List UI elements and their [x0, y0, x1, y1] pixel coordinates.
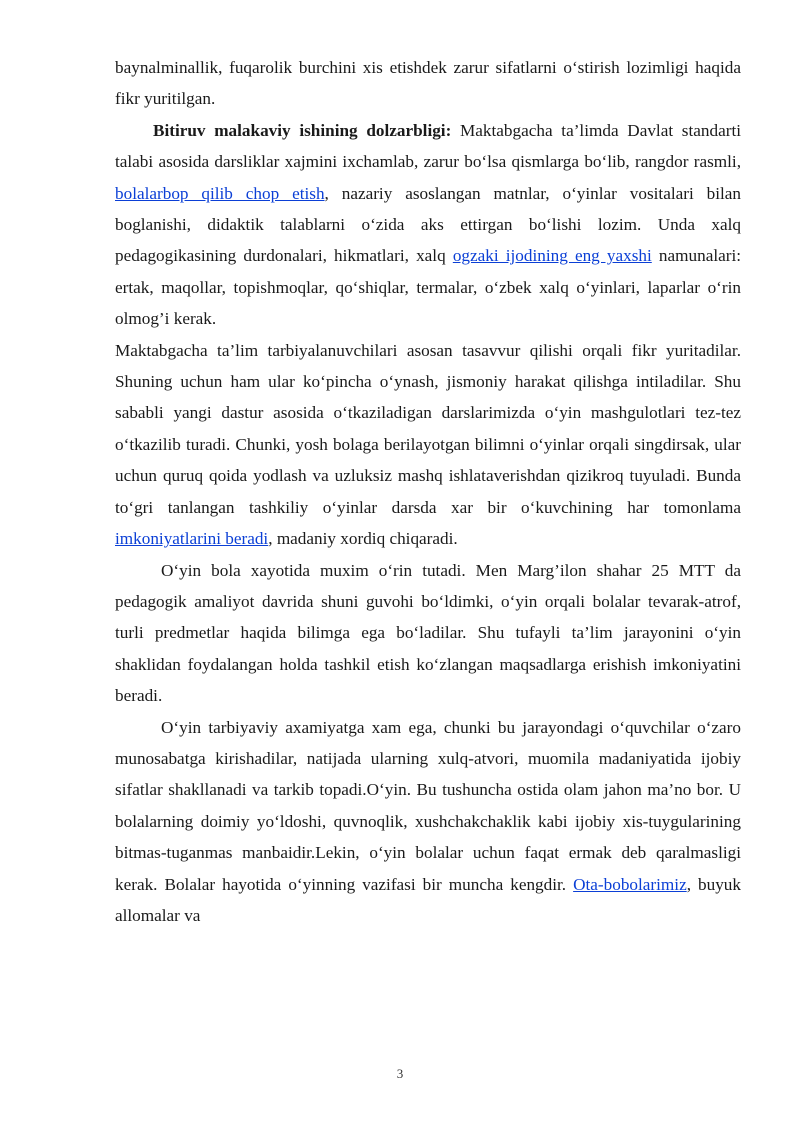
- paragraph-3: [115, 335, 741, 555]
- link-bolalarbop[interactable]: bolalarbop qilib chop etish: [115, 183, 325, 203]
- section-heading: Bitiruv malakaviy ishining dolzarbligi:: [153, 120, 452, 140]
- link-imkoniyatlarini[interactable]: imkoniyatlarini beradi: [115, 529, 269, 549]
- paragraph-5-text-b: , buyuk allomalar va: [115, 874, 741, 925]
- paragraph-1: [115, 52, 741, 115]
- link-ogzaki-ijod[interactable]: ogzaki ijodining eng yaxshi: [452, 246, 652, 266]
- paragraph-3-text-b: , madaniy xordiq chiqaradi.: [268, 529, 458, 549]
- paragraph-2-text-c: namunalari: ertak, maqollar, topishmoqlar, qo‘shiqlar, termalar, o‘zbek xalq o‘yinlari, laparlar o‘rin olmog’i kerak.: [115, 246, 741, 329]
- paragraph-5: [115, 712, 741, 932]
- paragraph-2-text-b: , nazariy asoslangan matnlar, o‘yinlar vositalari bilan boglanishi, didaktik talablarni o‘zida aks ettirgan bo‘lishi lozim. Unda xalq pedagogikasining durdonalari, hikmatlari, xalq: [115, 183, 741, 266]
- paragraph-1-text: baynalminallik, fuqarolik burchini xis etishdek zarur sifatlarni o‘stirish lozimligi haqida fikr yuritilgan.: [115, 58, 741, 109]
- page-number: 3: [396, 1066, 404, 1081]
- body-text: [115, 52, 741, 931]
- paragraph-2: [115, 115, 741, 335]
- paragraph-2-text-a: Maktabgacha ta’limda Davlat standarti talabi asosida darsliklar xajmini ixchamlab, zarur bo‘lsa qismlarga bo‘lib, rangdor rasmli,: [115, 120, 741, 172]
- paragraph-4: [115, 555, 741, 712]
- paragraph-4-text: O‘yin bola xayotida muxim o‘rin tutadi. Men Marg’ilon shahar 25 MTT da pedagogik amaliyot davrida shuni guvohi bo‘ldimki, o‘yin orqali bolalar tevarak-atrof, turli predmetlar haqida bilimga ega bo‘ladilar. Shu tufayli ta’lim jarayonini o‘yin shaklidan foydalangan holda tashkil etish ko‘zlangan maqsadlarga erishish imkoniyatini beradi.: [115, 560, 741, 706]
- paragraph-5-text-a: O‘yin tarbiyaviy axamiyatga xam ega, chunki bu jarayondagi o‘quvchilar o‘zaro munosabatga kirishadilar, natijada ularning xulq-atvori, muomila madaniyatida ijobiy sifatlar shakllanadi va tarkib topadi.O‘yin. Bu tushuncha ostida olam jahon ma’no bor. U bolalarning doimiy yo‘ldoshi, quvnoqlik, xushchakchaklik kabi ijobiy xis-tuygularining bitmas-tuganmas manbaidir.Lekin, o‘yin bolalar uchun faqat ermak deb qaralmasligi kerak. Bolalar hayotida o‘yinning vazifasi bir muncha kengdir.: [115, 717, 741, 894]
- link-ota-bobolarimiz[interactable]: Ota-bobolarimiz: [573, 874, 687, 894]
- paragraph-3-text-a: Maktabgacha ta’lim tarbiyalanuvchilari asosan tasavvur qilishi orqali fikr yuritadilar. Shuning uchun ham ular ko‘pincha o‘ynash, jismoniy harakat qilishga intiladilar. Shu sababli yangi dastur asosida o‘tkaziladigan darslarimizda o‘yin mashgulotlari tez-tez o‘tkazilib turadi. Chunki, yosh bolaga berilayotgan bilimni o‘yinlar orqali singdirsak, ular uchun quruq qoida yodlash va uzluksiz mashq ishlataverishdan qizikroq tuyuladi. Bunda to‘gri tanlangan tashkiliy o‘yinlar darsda xar bir o‘kuvchining har tomonlama: [115, 340, 741, 517]
